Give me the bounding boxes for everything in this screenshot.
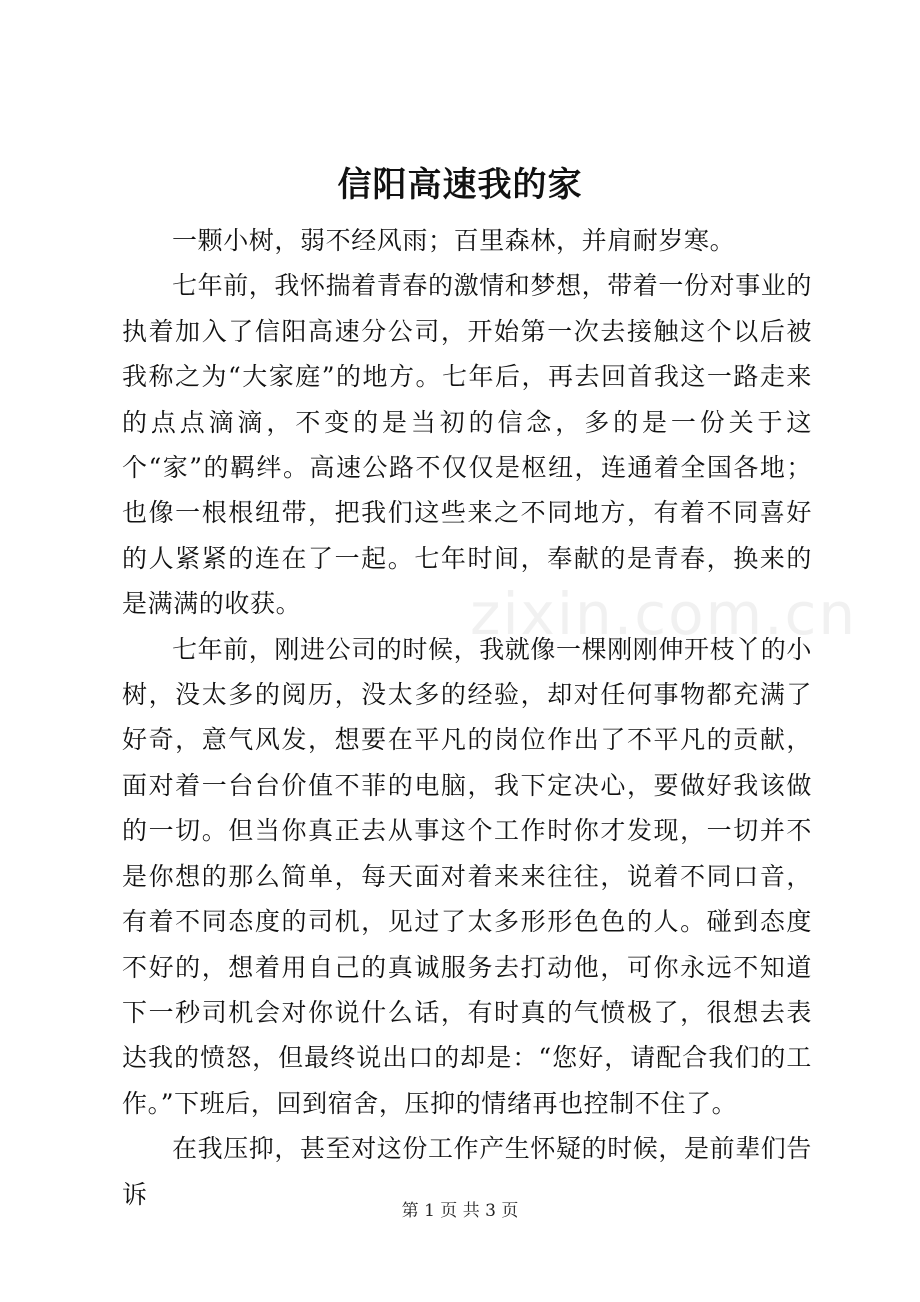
paragraph: 七年前，刚进公司的时候，我就像一棵刚刚伸开枝丫的小树，没太多的阅历，没太多的经验，却对任何事物都充满了好奇，意气风发，想要在平凡的岗位作出了不平凡的贡献，面对着一台台价值不菲的电脑，我下定决心，要做好我该做的一切。但当你真正去从事这个工作时你才发现，一切并不是你想的那么简单，每天面对着来来往往，说着不同口音，有着不同态度的司机，见过了太多形形色色的人。碰到态度不好的，想着用自己的真诚服务去打动他，可你永远不知道下一秒司机会对你说什么话，有时真的气愤极了，很想去表达我的愤怒，但最终说出口的却是：“您好，请配合我们的工作。”下班后，回到宿舍，压抑的情绪再也控制不住了。 [122,634,813,1118]
document-body [122,218,812,1217]
paragraph: 在我压抑，甚至对这份工作产生怀疑的时候，是前辈们告诉 [122,1134,813,1209]
paragraph: 一颗小树，弱不经风雨；百里森林，并肩耐岁寒。 [172,226,736,255]
document-title: 信阳高速我的家 [337,165,583,205]
watermark: zixin.com.cn [470,580,858,648]
page-number: 第 1 页 共 3 页 [401,1201,519,1221]
paragraph: 七年前，我怀揣着青春的激情和梦想，带着一份对事业的执着加入了信阳高速分公司，开始第一次去接触这个以后被我称之为“大家庭”的地方。七年后，再去回首我这一路走来的点点滴滴，不变的是当初的信念，多的是一份关于这个“家”的羁绊。高速公路不仅仅是枢纽，连通着全国各地；也像一根根纽带，把我们这些来之不同地方，有着不同喜好的人紧紧的连在了一起。七年时间，奉献的是青春，换来的是满满的收获。 [122,271,813,619]
